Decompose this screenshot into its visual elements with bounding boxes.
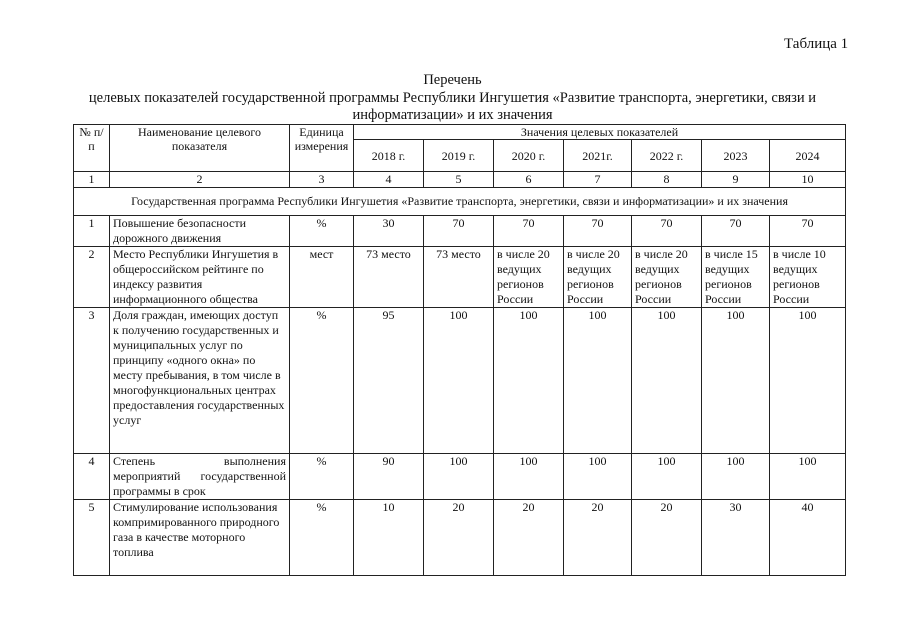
row-value: 100	[632, 308, 702, 454]
column-number: 1	[74, 172, 110, 188]
row-unit: мест	[290, 247, 354, 308]
program-title: Государственная программа Республики Ингушетия «Развитие транспорта, энергетики, связи и информатизации» и их значения	[74, 188, 846, 216]
row-value: 70	[702, 216, 770, 247]
row-value: 70	[770, 216, 846, 247]
row-name: Степень выполнения мероприятий государственной программы в срок	[110, 454, 290, 500]
row-value: 20	[564, 500, 632, 576]
row-value: 100	[494, 308, 564, 454]
row-unit: %	[290, 454, 354, 500]
row-name: Доля граждан, имеющих доступ к получению государственных и муниципальных услуг по принципу «одного окна» по месту пребывания, в том числе в многофункциональных центрах предоставления государственных услуг	[110, 308, 290, 454]
row-num: 2	[74, 247, 110, 308]
column-number: 7	[564, 172, 632, 188]
row-value: 20	[494, 500, 564, 576]
row-value: 100	[702, 454, 770, 500]
row-value: 100	[494, 454, 564, 500]
row-value: 70	[494, 216, 564, 247]
row-value: 100	[702, 308, 770, 454]
row-value: 20	[632, 500, 702, 576]
row-value: 100	[564, 454, 632, 500]
table-row	[74, 500, 846, 576]
header-year: 2024	[770, 140, 846, 172]
table-label: Таблица 1	[784, 36, 849, 52]
row-value: 70	[632, 216, 702, 247]
header-year: 2019 г.	[424, 140, 494, 172]
row-unit: %	[290, 500, 354, 576]
header-values-group: Значения целевых показателей	[354, 125, 846, 140]
row-value: в числе 20 ведущих регионов России	[632, 247, 702, 308]
header-num: № п/п	[74, 125, 110, 172]
header-name: Наименование целевого показателя	[110, 125, 290, 172]
column-number: 6	[494, 172, 564, 188]
row-value: 10	[354, 500, 424, 576]
row-num: 1	[74, 216, 110, 247]
row-value: 70	[424, 216, 494, 247]
row-unit: %	[290, 308, 354, 454]
row-num: 3	[74, 308, 110, 454]
table-row	[74, 308, 846, 454]
header-year: 2022 г.	[632, 140, 702, 172]
row-name: Место Республики Ингушетия в общероссийском рейтинге по индексу развития информационного общества	[110, 247, 290, 308]
indicators-table	[73, 124, 846, 576]
row-value: 30	[702, 500, 770, 576]
row-value: 100	[424, 308, 494, 454]
table-row	[74, 216, 846, 247]
header-year: 2023	[702, 140, 770, 172]
row-value: 90	[354, 454, 424, 500]
row-value: 70	[564, 216, 632, 247]
row-name: Стимулирование использования компримированного природного газа в качестве моторного топлива	[110, 500, 290, 576]
column-number: 5	[424, 172, 494, 188]
document-subtitle: целевых показателей государственной программы Республики Ингушетия «Развитие транспорта, энергетики, связи и информатизации» и их значения	[88, 90, 817, 123]
header-row	[74, 125, 846, 140]
row-value: в числе 20 ведущих регионов России	[564, 247, 632, 308]
row-unit: %	[290, 216, 354, 247]
header-year: 2020 г.	[494, 140, 564, 172]
row-value: 30	[354, 216, 424, 247]
row-value: 100	[632, 454, 702, 500]
column-number: 8	[632, 172, 702, 188]
row-value: 40	[770, 500, 846, 576]
row-value: 100	[770, 454, 846, 500]
row-value: 20	[424, 500, 494, 576]
row-value: в числе 20 ведущих регионов России	[494, 247, 564, 308]
column-number: 2	[110, 172, 290, 188]
row-value: в числе 15 ведущих регионов России	[702, 247, 770, 308]
row-value: 73 место	[424, 247, 494, 308]
table-row	[74, 247, 846, 308]
row-num: 5	[74, 500, 110, 576]
header-year: 2018 г.	[354, 140, 424, 172]
header-unit: Единица измерения	[290, 125, 354, 172]
row-value: 95	[354, 308, 424, 454]
column-numbers-row	[74, 172, 846, 188]
row-value: в числе 10 ведущих регионов России	[770, 247, 846, 308]
row-value: 73 место	[354, 247, 424, 308]
document-title: Перечень	[423, 72, 482, 88]
column-number: 3	[290, 172, 354, 188]
header-year: 2021г.	[564, 140, 632, 172]
row-name: Повышение безопасности дорожного движения	[110, 216, 290, 247]
column-number: 4	[354, 172, 424, 188]
row-value: 100	[424, 454, 494, 500]
column-number: 9	[702, 172, 770, 188]
row-value: 100	[564, 308, 632, 454]
row-value: 100	[770, 308, 846, 454]
program-row	[74, 188, 846, 216]
row-num: 4	[74, 454, 110, 500]
column-number: 10	[770, 172, 846, 188]
table-row	[74, 454, 846, 500]
